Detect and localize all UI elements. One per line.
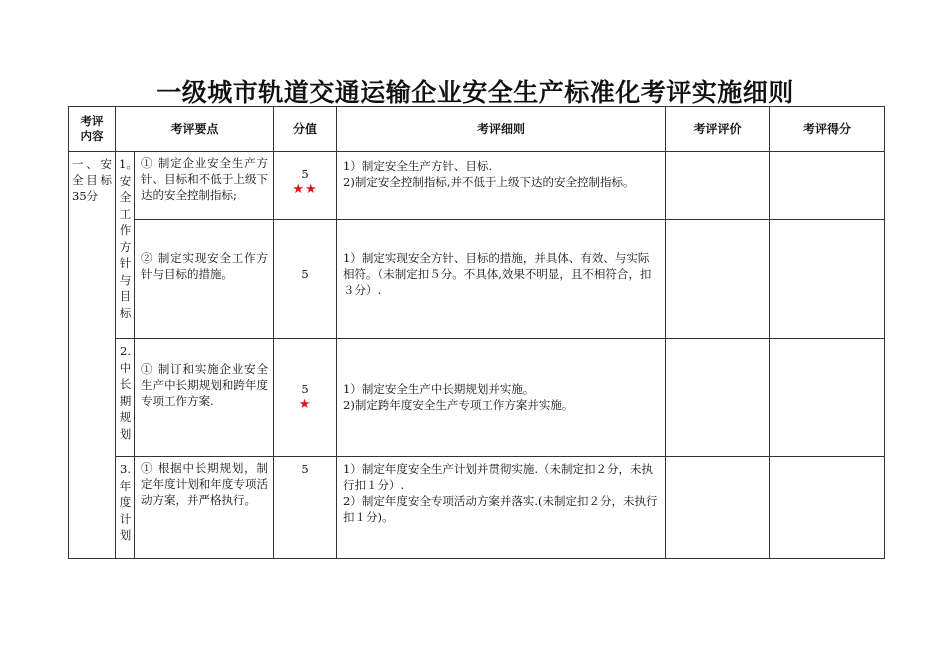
star-rating-icon: ★★ (292, 182, 318, 197)
detail-line: 2）制定年度安全专项活动方案并落实.(未制定扣２分，未执行扣１分)。 (343, 494, 658, 524)
detail-cell (337, 220, 666, 339)
score-cell (274, 339, 337, 457)
evaluation-input[interactable] (666, 152, 770, 220)
table-row (69, 152, 885, 220)
header-evaluation: 考评评价 (666, 107, 770, 152)
evaluation-input[interactable] (666, 220, 770, 339)
requirement-text: ② 制定实现安全工作方针与目标的措施。 (135, 220, 274, 339)
subsection-label: 2.中长期规划 (116, 339, 135, 457)
header-points: 考评要点 (116, 107, 274, 152)
table-header-row (69, 107, 885, 152)
score-value: 5 (301, 267, 309, 281)
score-value: 5 (301, 167, 309, 181)
requirement-text: ① 制定企业安全生产方针、目标和不低于上级下达的安全控制指标; (135, 152, 274, 220)
detail-cell (337, 152, 666, 220)
result-input[interactable] (770, 152, 885, 220)
result-input[interactable] (770, 220, 885, 339)
subsection-label: 3.年度计划 (116, 457, 135, 559)
star-rating-icon: ★ (298, 397, 312, 412)
detail-line: 1）制定年度安全生产计划并贯彻实施.（未制定扣２分，未执行扣１分）. (343, 462, 653, 492)
table-row (69, 220, 885, 339)
header-result: 考评得分 (770, 107, 885, 152)
header-score: 分值 (274, 107, 337, 152)
header-detail: 考评细则 (337, 107, 666, 152)
score-cell (274, 220, 337, 339)
evaluation-input[interactable] (666, 339, 770, 457)
evaluation-input[interactable] (666, 457, 770, 559)
detail-line: 2)制定跨年度安全生产专项工作方案并实施。 (343, 398, 574, 412)
detail-line: 1）制定安全生产方针、目标. (343, 159, 492, 173)
subsection-label: 1。安全工作方针与目标 (116, 152, 135, 339)
evaluation-table (68, 106, 885, 559)
document-title: 一级城市轨道交通运输企业安全生产标准化考评实施细则 (156, 78, 794, 107)
result-input[interactable] (770, 457, 885, 559)
requirement-text: ① 制订和实施企业安全生产中长期规划和跨年度专项工作方案. (135, 339, 274, 457)
table-row (69, 457, 885, 559)
table-row (69, 339, 885, 457)
requirement-text: ① 根据中长期规划，制定年度计划和年度专项活动方案，并严格执行。 (135, 457, 274, 559)
detail-line: 1）制定实现安全方针、目标的措施，并具体、有效、与实际相符。（未制定扣５分。不具体,效果不明显，且不相符合，扣３分）. (343, 251, 652, 297)
category-cell: 一、安全目标35分 (69, 152, 116, 559)
score-cell (274, 152, 337, 220)
header-content: 考评 内容 (69, 107, 116, 152)
score-cell (274, 457, 337, 559)
detail-cell (337, 339, 666, 457)
result-input[interactable] (770, 339, 885, 457)
score-value: 5 (301, 462, 309, 476)
score-value: 5 (301, 382, 309, 396)
detail-cell (337, 457, 666, 559)
detail-line: 1）制定安全生产中长期规划并实施。 (343, 382, 535, 396)
detail-line: 2)制定安全控制指标,并不低于上级下达的安全控制指标。 (343, 175, 635, 189)
